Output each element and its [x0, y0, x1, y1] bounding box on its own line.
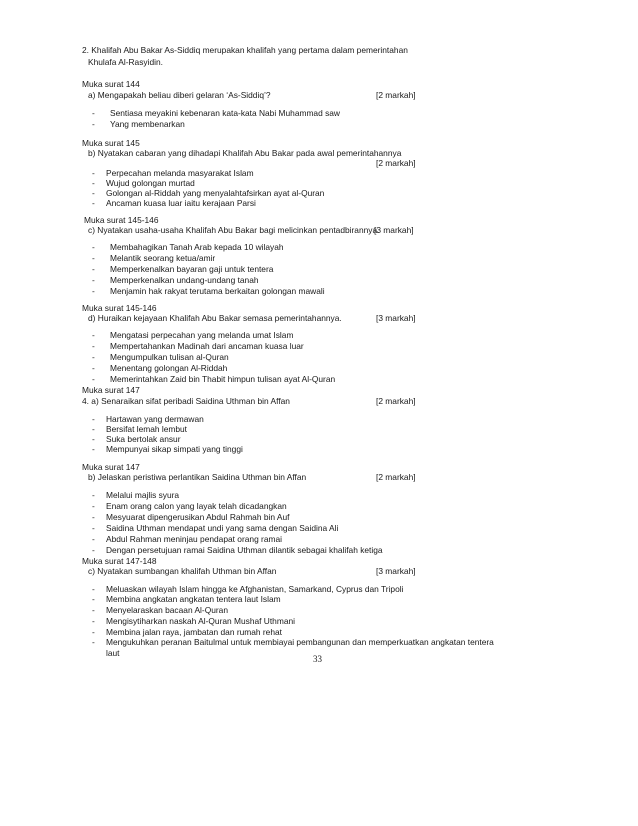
marks-label: [2 markah] — [376, 158, 416, 168]
bullet-dash: - — [92, 119, 95, 129]
answer-item: Perpecahan melanda masyarakat Islam — [106, 168, 254, 178]
question-text: c) Nyatakan sumbangan khalifah Uthman bin Affan — [88, 566, 277, 576]
bullet-dash: - — [92, 178, 95, 188]
answer-item: Ancaman kuasa luar iaitu kerajaan Parsi — [106, 198, 256, 208]
answer-item: Yang membenarkan — [110, 119, 185, 129]
answer-item: Mengukuhkan peranan Baitulmal untuk membiayai pembangunan dan memperkuatkan angkatan tentera — [106, 637, 494, 647]
bullet-dash: - — [92, 534, 95, 544]
answer-item: Membina jalan raya, jambatan dan rumah rehat — [106, 627, 282, 637]
question-text: c) Nyatakan usaha-usaha Khalifah Abu Bakar bagi melicinkan pentadbirannya. — [88, 225, 380, 235]
bullet-dash: - — [92, 501, 95, 511]
marks-label: [2 markah] — [376, 90, 416, 100]
bullet-dash: - — [92, 275, 95, 285]
answer-item: Membina angkatan angkatan tentera laut Islam — [106, 594, 281, 604]
bullet-dash: - — [92, 168, 95, 178]
bullet-dash: - — [92, 584, 95, 594]
question-text: a) Mengapakah beliau diberi gelaran ‘As-Siddiq’? — [88, 90, 271, 100]
bullet-dash: - — [92, 616, 95, 626]
bullet-dash: - — [92, 605, 95, 615]
bullet-dash: - — [92, 374, 95, 384]
answer-item: Bersifat lemah lembut — [106, 424, 187, 434]
page-reference: Muka surat 147 — [82, 462, 140, 472]
page-reference: Muka surat 144 — [82, 79, 140, 89]
page-reference: Muka surat 147-148 — [82, 556, 157, 566]
answer-item-continuation: laut — [106, 648, 120, 658]
answer-item: Mengisytiharkan naskah Al-Quran Mushaf Uthmani — [106, 616, 295, 626]
answer-item: Mempertahankan Madinah dari ancaman kuasa luar — [110, 341, 304, 351]
page-reference: Muka surat 145-146 — [82, 303, 157, 313]
page-reference: Muka surat 145 — [82, 138, 140, 148]
bullet-dash: - — [92, 444, 95, 454]
bullet-dash: - — [92, 264, 95, 274]
bullet-dash: - — [92, 253, 95, 263]
question-2-intro-line-2: Khulafa Al-Rasyidin. — [88, 57, 163, 67]
answer-item: Wujud golongan murtad — [106, 178, 195, 188]
bullet-dash: - — [92, 188, 95, 198]
bullet-dash: - — [92, 490, 95, 500]
page-number: 33 — [313, 654, 322, 664]
answer-item: Golongan al-Riddah yang menyalahtafsirkan ayat al-Quran — [106, 188, 325, 198]
question-text: d) Huraikan kejayaan Khalifah Abu Bakar semasa pemerintahannya. — [88, 313, 342, 323]
question-text: b) Jelaskan peristiwa perlantikan Saidina Uthman bin Affan — [88, 472, 307, 482]
answer-item: Mengatasi perpecahan yang melanda umat Islam — [110, 330, 294, 340]
answer-item: Menjamin hak rakyat terutama berkaitan golongan mawali — [110, 286, 325, 296]
bullet-dash: - — [92, 545, 95, 555]
page-reference: Muka surat 145-146 — [84, 215, 159, 225]
marks-label: [3 markah] — [376, 313, 416, 323]
answer-item: Enam orang calon yang layak telah dicadangkan — [106, 501, 287, 511]
bullet-dash: - — [92, 512, 95, 522]
answer-item: Abdul Rahman meninjau pendapat orang ramai — [106, 534, 282, 544]
bullet-dash: - — [92, 414, 95, 424]
bullet-dash: - — [92, 523, 95, 533]
answer-item: Mempunyai sikap simpati yang tinggi — [106, 444, 243, 454]
marks-label: [3 markah] — [376, 566, 416, 576]
bullet-dash: - — [92, 108, 95, 118]
bullet-dash: - — [92, 198, 95, 208]
question-2-intro-line-1: 2. Khalifah Abu Bakar As-Siddiq merupakan khalifah yang pertama dalam pemerintahan — [82, 45, 408, 55]
answer-item: Suka bertolak ansur — [106, 434, 181, 444]
answer-item: Membahagikan Tanah Arab kepada 10 wilayah — [110, 242, 284, 252]
question-text: 4. a) Senaraikan sifat peribadi Saidina Uthman bin Affan — [82, 396, 290, 406]
answer-item: Melantik seorang ketua/amir — [110, 253, 216, 263]
bullet-dash: - — [92, 434, 95, 444]
answer-item: Menentang golongan Al-Riddah — [110, 363, 228, 373]
bullet-dash: - — [92, 627, 95, 637]
marks-label: [2 markah] — [376, 472, 416, 482]
answer-item: Dengan persetujuan ramai Saidina Uthman dilantik sebagai khalifah ketiga — [106, 545, 383, 555]
marks-label: [2 markah] — [376, 396, 416, 406]
answer-item: Memperkenalkan bayaran gaji untuk tentera — [110, 264, 274, 274]
bullet-dash: - — [92, 594, 95, 604]
bullet-dash: - — [92, 286, 95, 296]
answer-item: Meluaskan wilayah Islam hingga ke Afghanistan, Samarkand, Cyprus dan Tripoli — [106, 584, 404, 594]
answer-item: Memerintahkan Zaid bin Thabit himpun tulisan ayat Al-Quran — [110, 374, 336, 384]
question-text: b) Nyatakan cabaran yang dihadapi Khalifah Abu Bakar pada awal pemerintahannya — [88, 148, 402, 158]
bullet-dash: - — [92, 242, 95, 252]
bullet-dash: - — [92, 363, 95, 373]
bullet-dash: - — [92, 330, 95, 340]
answer-item: Mesyuarat dipengerusikan Abdul Rahmah bin Auf — [106, 512, 290, 522]
answer-item: Sentiasa meyakini kebenaran kata-kata Nabi Muhammad saw — [110, 108, 340, 118]
bullet-dash: - — [92, 352, 95, 362]
answer-item: Menyelaraskan bacaan Al-Quran — [106, 605, 228, 615]
bullet-dash: - — [92, 424, 95, 434]
marks-label: [3 markah] — [374, 225, 414, 235]
page-reference: Muka surat 147 — [82, 385, 140, 395]
answer-item: Mengumpulkan tulisan al-Quran — [110, 352, 229, 362]
answer-item: Memperkenalkan undang-undang tanah — [110, 275, 259, 285]
answer-item: Hartawan yang dermawan — [106, 414, 204, 424]
answer-item: Melalui majlis syura — [106, 490, 180, 500]
bullet-dash: - — [92, 637, 95, 647]
bullet-dash: - — [92, 341, 95, 351]
answer-item: Saidina Uthman mendapat undi yang sama dengan Saidina Ali — [106, 523, 339, 533]
